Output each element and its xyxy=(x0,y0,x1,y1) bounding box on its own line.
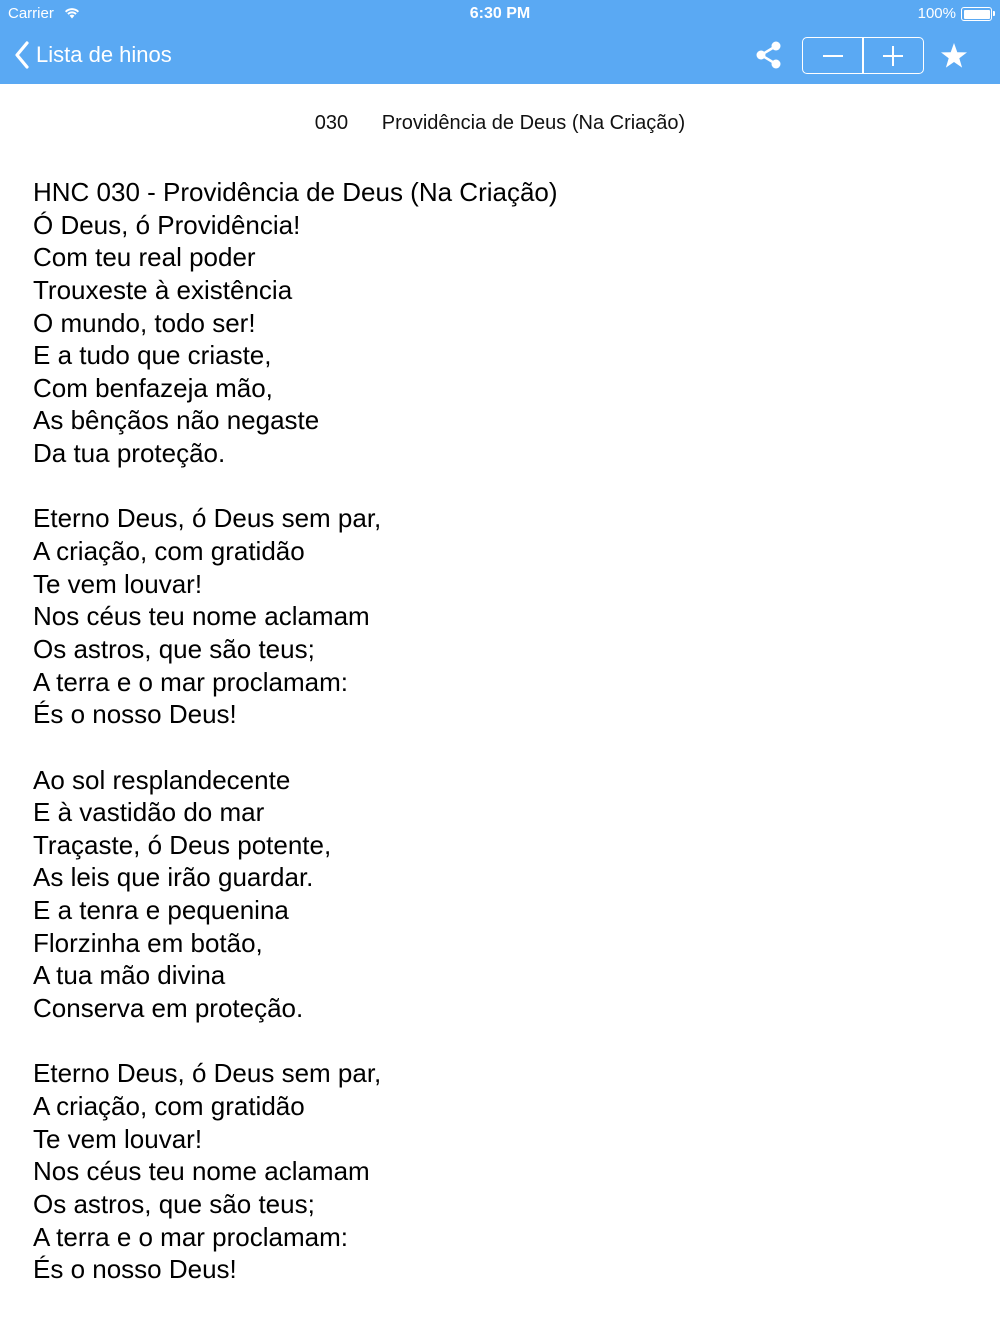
battery-icon xyxy=(961,7,992,21)
lyric-line: E à vastidão do mar xyxy=(33,797,265,828)
lyric-line: Os astros, que são teus; xyxy=(33,633,315,664)
hymn-lyrics xyxy=(33,176,973,1286)
lyric-line: Trouxeste à existência xyxy=(33,274,293,305)
hymn-header xyxy=(0,112,1000,135)
increase-font-button[interactable] xyxy=(864,38,923,73)
lyric-line: Os astros, que são teus; xyxy=(33,1188,315,1219)
lyrics-title-line: HNC 030 - Providência de Deus (Na Criação) xyxy=(33,177,558,207)
lyric-line: Te vem louvar! xyxy=(33,1123,203,1154)
lyric-line: Ó Deus, ó Providência! xyxy=(33,209,301,240)
back-button-label: Lista de hinos xyxy=(36,42,172,67)
decrease-font-button[interactable] xyxy=(803,38,862,73)
carrier-label: Carrier xyxy=(8,5,54,22)
lyric-line: As leis que irão guardar. xyxy=(33,862,314,893)
back-button[interactable] xyxy=(14,38,172,72)
hymn-name: Providência de Deus (Na Criação) xyxy=(381,112,686,134)
plus-icon xyxy=(881,44,905,68)
lyric-line: Nos céus teu nome aclamam xyxy=(33,601,370,632)
lyric-line: As bênçãos não negaste xyxy=(33,405,320,436)
lyric-line: Eterno Deus, ó Deus sem par, xyxy=(33,1058,382,1089)
lyric-line: És o nosso Deus! xyxy=(33,699,237,730)
lyric-line: Da tua proteção. xyxy=(33,438,226,469)
share-button[interactable] xyxy=(752,38,786,72)
lyric-line: Ao sol resplandecente xyxy=(33,764,291,795)
clock: 6:30 PM xyxy=(469,5,531,22)
lyric-line: Florzinha em botão, xyxy=(33,927,263,958)
favorite-button[interactable] xyxy=(938,40,970,72)
font-size-stepper xyxy=(802,37,924,74)
lyric-line: A criação, com gratidão xyxy=(33,1090,305,1121)
lyric-line: E a tudo que criaste, xyxy=(33,340,272,371)
share-icon xyxy=(752,38,786,72)
lyric-line: A criação, com gratidão xyxy=(33,536,305,567)
lyric-line xyxy=(33,470,973,503)
lyric-line: A terra e o mar proclamam: xyxy=(33,1221,348,1252)
chevron-left-icon xyxy=(14,41,30,69)
lyric-line: És o nosso Deus! xyxy=(33,1254,237,1285)
lyric-line: Te vem louvar! xyxy=(33,568,203,599)
navigation-bar xyxy=(0,28,1000,84)
lyric-line: Eterno Deus, ó Deus sem par, xyxy=(33,503,382,534)
lyric-line: Traçaste, ó Deus potente, xyxy=(33,829,332,860)
lyric-line: Nos céus teu nome aclamam xyxy=(33,1156,370,1187)
battery-percentage: 100% xyxy=(917,5,956,22)
lyric-line xyxy=(33,1025,973,1058)
minus-icon xyxy=(821,44,845,68)
top-bar xyxy=(0,0,1000,84)
lyric-line: E a tenra e pequenina xyxy=(33,895,289,926)
lyric-line: Com teu real poder xyxy=(33,242,256,273)
lyric-line xyxy=(33,731,973,764)
lyric-line: O mundo, todo ser! xyxy=(33,307,256,338)
star-icon xyxy=(938,40,970,72)
lyric-line: Conserva em proteção. xyxy=(33,993,304,1024)
lyric-line: Com benfazeja mão, xyxy=(33,372,273,403)
status-bar xyxy=(0,0,1000,28)
lyric-line: A terra e o mar proclamam: xyxy=(33,666,348,697)
hymn-number: 030 xyxy=(314,112,349,134)
lyric-line: A tua mão divina xyxy=(33,960,226,991)
